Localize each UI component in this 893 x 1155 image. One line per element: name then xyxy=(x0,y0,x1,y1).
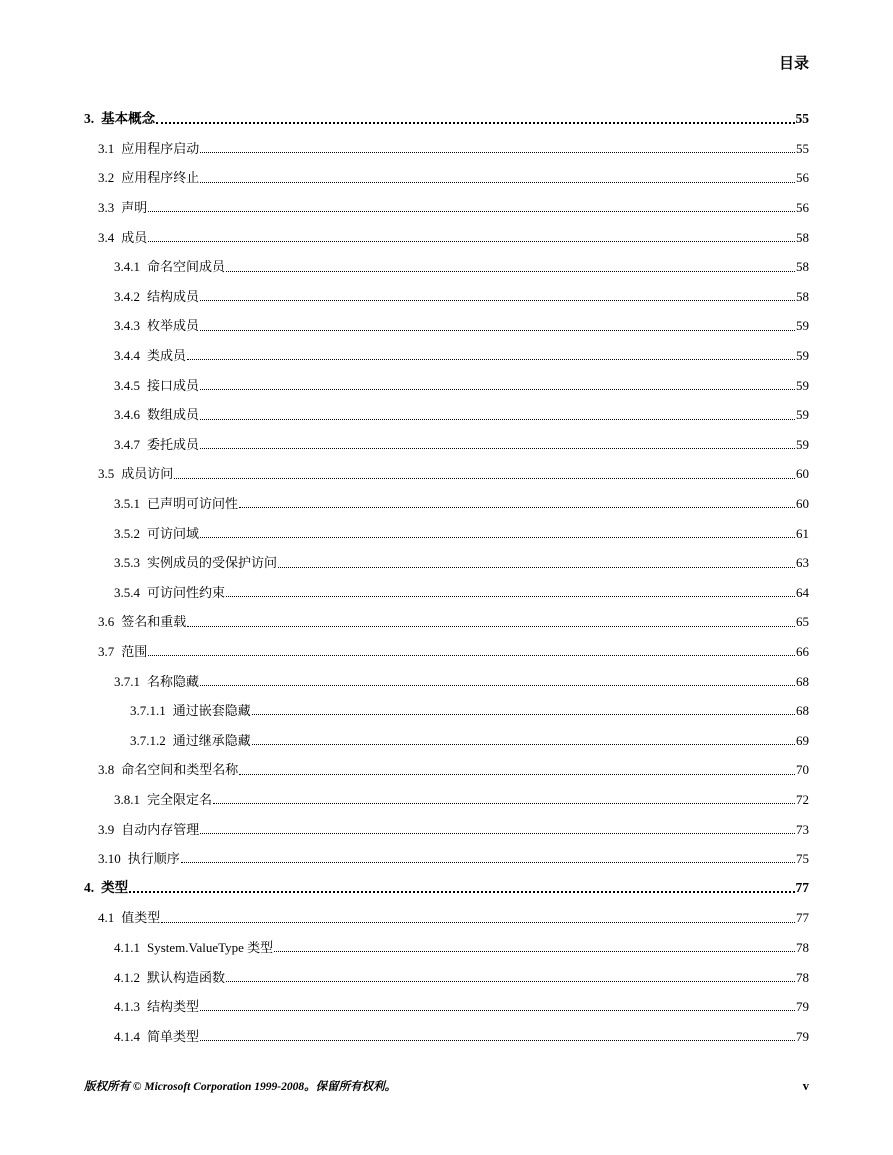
toc-entry-title: 可访问性约束 xyxy=(147,584,226,600)
toc-entry-page: 58 xyxy=(796,288,809,304)
toc-entry-title: System.ValueType 类型 xyxy=(147,939,274,955)
toc-dot-leader xyxy=(200,330,795,331)
toc-entry-number: 4.1.3 xyxy=(114,999,140,1015)
toc-entry-title: 命名空间和类型名称 xyxy=(121,762,239,778)
toc-dot-leader xyxy=(226,596,795,597)
toc-entry-page: 68 xyxy=(796,703,809,719)
toc-entry-title: 结构类型 xyxy=(147,999,200,1015)
toc-entry[interactable] xyxy=(84,459,809,489)
toc-dot-leader xyxy=(274,951,795,952)
toc-entry-title: 通过嵌套隐藏 xyxy=(172,703,251,719)
page-number: v xyxy=(802,1078,809,1093)
toc-entry-number: 3.5.4 xyxy=(114,584,140,600)
toc-entry-page: 55 xyxy=(796,140,809,156)
toc-entry[interactable] xyxy=(84,400,809,430)
toc-entry[interactable] xyxy=(84,282,809,312)
toc-dot-leader xyxy=(200,152,795,153)
toc-entry-number: 3.5.3 xyxy=(114,555,140,571)
toc-entry-number: 3.4.1 xyxy=(114,259,140,275)
table-of-contents xyxy=(84,104,809,1051)
toc-entry[interactable] xyxy=(84,341,809,371)
toc-dot-leader xyxy=(148,211,795,212)
toc-entry-page: 65 xyxy=(796,614,809,630)
toc-entry-title: 默认构造函数 xyxy=(147,969,226,985)
toc-entry-title: 执行顺序 xyxy=(127,851,180,867)
toc-entry[interactable] xyxy=(84,666,809,696)
toc-entry-number: 3. xyxy=(84,111,95,127)
toc-entry-title: 枚举成员 xyxy=(147,318,200,334)
toc-entry-number: 3.5.1 xyxy=(114,496,140,512)
toc-entry[interactable] xyxy=(84,578,809,608)
toc-entry-page: 59 xyxy=(796,348,809,364)
toc-entry-number: 3.7.1 xyxy=(114,673,140,689)
toc-dot-leader xyxy=(187,359,795,360)
toc-entry-number: 3.4.6 xyxy=(114,407,140,423)
toc-entry[interactable] xyxy=(84,725,809,755)
toc-entry-page: 58 xyxy=(796,229,809,245)
toc-entry-page: 77 xyxy=(796,910,809,926)
toc-entry-title: 完全限定名 xyxy=(147,791,213,807)
toc-entry-page: 66 xyxy=(796,643,809,659)
toc-entry-number: 3.4 xyxy=(98,229,115,245)
page-header-title: 目录 xyxy=(778,56,809,72)
toc-entry[interactable] xyxy=(84,696,809,726)
toc-dot-leader xyxy=(156,122,794,124)
toc-dot-leader xyxy=(239,507,795,508)
toc-entry-page: 69 xyxy=(796,732,809,748)
toc-dot-leader xyxy=(200,1010,795,1011)
toc-entry-title: 简单类型 xyxy=(147,1028,200,1044)
toc-dot-leader xyxy=(200,833,795,834)
toc-entry[interactable] xyxy=(84,222,809,252)
toc-dot-leader xyxy=(200,448,795,449)
toc-entry[interactable] xyxy=(84,518,809,548)
toc-entry-number: 3.4.7 xyxy=(114,436,140,452)
toc-dot-leader xyxy=(148,241,795,242)
toc-entry-number: 3.4.2 xyxy=(114,288,140,304)
toc-dot-leader xyxy=(252,714,795,715)
toc-entry-title: 应用程序启动 xyxy=(121,140,200,156)
copyright-notice: 版权所有 © Microsoft Corporation 1999-2008。保留所有权利。 xyxy=(84,1081,397,1093)
toc-entry-number: 3.4.3 xyxy=(114,318,140,334)
toc-entry[interactable] xyxy=(84,134,809,164)
toc-entry-number: 3.1 xyxy=(98,140,115,156)
toc-entry-page: 60 xyxy=(796,466,809,482)
toc-entry-number: 3.5 xyxy=(98,466,115,482)
toc-entry-page: 59 xyxy=(796,407,809,423)
toc-dot-leader xyxy=(200,1040,795,1041)
toc-dot-leader xyxy=(278,567,795,568)
toc-entry-page: 79 xyxy=(796,999,809,1015)
toc-entry-number: 4.1.2 xyxy=(114,969,140,985)
toc-entry-page: 64 xyxy=(796,584,809,600)
toc-entry[interactable] xyxy=(84,814,809,844)
toc-entry-title: 范围 xyxy=(121,643,148,659)
toc-entry-title: 自动内存管理 xyxy=(121,821,200,837)
toc-entry[interactable] xyxy=(84,607,809,637)
toc-entry[interactable] xyxy=(84,163,809,193)
toc-entry[interactable] xyxy=(84,933,809,963)
toc-entry-title: 委托成员 xyxy=(147,436,200,452)
toc-dot-leader xyxy=(200,537,795,538)
toc-entry-title: 实例成员的受保护访问 xyxy=(147,555,278,571)
toc-entry-title: 成员 xyxy=(121,229,148,245)
toc-dot-leader xyxy=(174,478,795,479)
toc-entry-page: 79 xyxy=(796,1028,809,1044)
toc-entry-number: 3.7.1.2 xyxy=(130,732,166,748)
toc-entry-title: 结构成员 xyxy=(147,288,200,304)
toc-entry[interactable] xyxy=(84,311,809,341)
toc-entry[interactable] xyxy=(84,755,809,785)
toc-entry[interactable] xyxy=(84,1021,809,1051)
toc-entry-page: 60 xyxy=(796,496,809,512)
toc-dot-leader xyxy=(161,922,795,923)
toc-entry-page: 77 xyxy=(795,880,809,896)
toc-entry[interactable] xyxy=(84,370,809,400)
toc-entry-page: 68 xyxy=(796,673,809,689)
toc-entry-number: 3.10 xyxy=(98,851,121,867)
toc-entry-page: 59 xyxy=(796,436,809,452)
toc-entry[interactable] xyxy=(84,844,809,874)
toc-entry-title: 接口成员 xyxy=(147,377,200,393)
toc-entry-title: 命名空间成员 xyxy=(147,259,226,275)
toc-entry[interactable] xyxy=(84,962,809,992)
toc-dot-leader xyxy=(148,655,795,656)
toc-entry-title: 名称隐藏 xyxy=(147,673,200,689)
toc-entry-number: 4.1.1 xyxy=(114,939,140,955)
toc-entry-number: 4. xyxy=(84,880,95,896)
toc-dot-leader xyxy=(226,271,795,272)
toc-entry-title: 声明 xyxy=(121,200,148,216)
toc-entry-title: 可访问域 xyxy=(147,525,200,541)
toc-entry-title: 类成员 xyxy=(147,348,187,364)
toc-dot-leader xyxy=(200,419,795,420)
toc-entry-page: 78 xyxy=(796,939,809,955)
toc-dot-leader xyxy=(213,803,795,804)
toc-entry-title: 成员访问 xyxy=(121,466,174,482)
toc-entry[interactable] xyxy=(84,193,809,223)
toc-entry-number: 3.4.5 xyxy=(114,377,140,393)
toc-entry-title: 类型 xyxy=(101,880,129,896)
toc-dot-leader xyxy=(187,626,795,627)
toc-entry-number: 3.7 xyxy=(98,643,115,659)
toc-entry-title: 应用程序终止 xyxy=(121,170,200,186)
toc-dot-leader xyxy=(226,981,795,982)
toc-entry-number: 3.3 xyxy=(98,200,115,216)
toc-entry-page: 56 xyxy=(796,200,809,216)
toc-entry-number: 3.6 xyxy=(98,614,115,630)
toc-entry-page: 70 xyxy=(796,762,809,778)
toc-dot-leader xyxy=(252,744,795,745)
toc-entry-title: 数组成员 xyxy=(147,407,200,423)
toc-entry-page: 78 xyxy=(796,969,809,985)
toc-entry-number: 3.8 xyxy=(98,762,115,778)
toc-entry-title: 通过继承隐藏 xyxy=(172,732,251,748)
toc-entry-page: 75 xyxy=(796,851,809,867)
toc-entry-page: 61 xyxy=(796,525,809,541)
toc-entry-title: 签名和重载 xyxy=(121,614,187,630)
toc-entry-page: 56 xyxy=(796,170,809,186)
toc-entry[interactable] xyxy=(84,252,809,282)
toc-entry-number: 3.4.4 xyxy=(114,348,140,364)
toc-entry-number: 3.5.2 xyxy=(114,525,140,541)
toc-entry-number: 4.1.4 xyxy=(114,1028,140,1044)
toc-entry[interactable] xyxy=(84,548,809,578)
toc-entry-number: 3.8.1 xyxy=(114,791,140,807)
toc-entry-page: 55 xyxy=(795,111,809,127)
toc-entry-page: 72 xyxy=(796,791,809,807)
page-footer xyxy=(84,1078,809,1094)
toc-entry-page: 59 xyxy=(796,318,809,334)
toc-entry-page: 63 xyxy=(796,555,809,571)
toc-dot-leader xyxy=(200,685,795,686)
toc-dot-leader xyxy=(239,774,795,775)
toc-entry-number: 3.9 xyxy=(98,821,115,837)
toc-entry[interactable] xyxy=(84,873,809,903)
toc-entry[interactable] xyxy=(84,992,809,1022)
toc-dot-leader xyxy=(200,300,795,301)
toc-entry-number: 3.2 xyxy=(98,170,115,186)
toc-dot-leader xyxy=(200,389,795,390)
toc-entry-number: 4.1 xyxy=(98,910,115,926)
toc-entry-number: 3.7.1.1 xyxy=(130,703,166,719)
toc-entry[interactable] xyxy=(84,489,809,519)
toc-entry[interactable] xyxy=(84,785,809,815)
toc-entry[interactable] xyxy=(84,104,809,134)
toc-dot-leader xyxy=(129,891,794,893)
toc-dot-leader xyxy=(200,182,795,183)
toc-entry-title: 值类型 xyxy=(121,910,161,926)
toc-entry-title: 已声明可访问性 xyxy=(147,496,239,512)
toc-entry-page: 73 xyxy=(796,821,809,837)
toc-entry-title: 基本概念 xyxy=(101,111,156,127)
toc-dot-leader xyxy=(181,862,795,863)
toc-entry-page: 59 xyxy=(796,377,809,393)
toc-entry[interactable] xyxy=(84,903,809,933)
toc-entry[interactable] xyxy=(84,430,809,460)
toc-entry-page: 58 xyxy=(796,259,809,275)
toc-entry[interactable] xyxy=(84,637,809,667)
